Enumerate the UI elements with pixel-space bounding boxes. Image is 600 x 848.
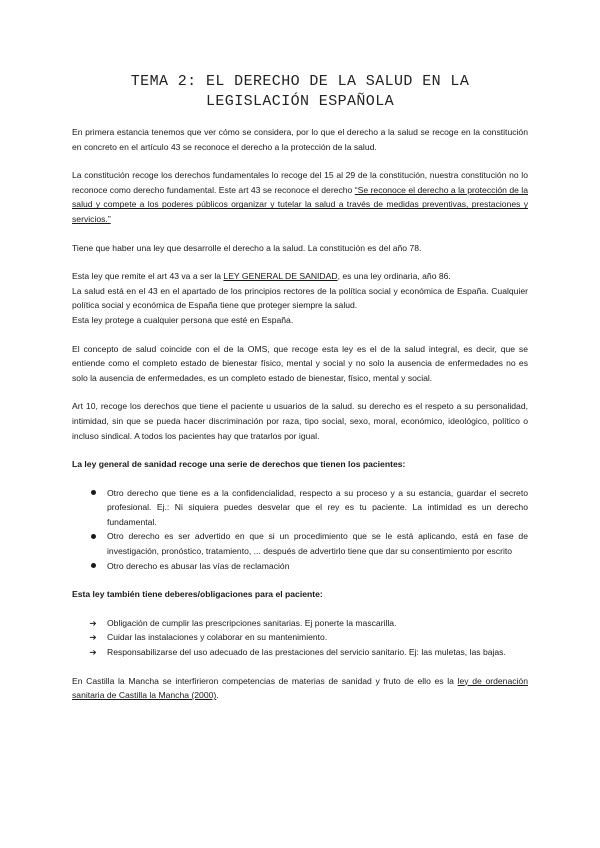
paragraph-constitution [72, 168, 528, 226]
document-title [0, 72, 600, 112]
arrow-icon: ➔ [89, 647, 97, 658]
list-item-text: Otro derecho es ser advertido en que si un procedimiento que se le está aplicando, está en fase de investigación, pronóstico, tratamiento, ... después de advertirlo tiene que dar su consentimiento por escrito [107, 531, 528, 557]
paragraph-constitution-text: La constitución recoge los derechos fundamentales lo recoge del 15 al 29 de la constitución, nuestra constitución no lo reconoce como derecho fundamental. Este art 43 se reconoce el derecho [72, 170, 528, 195]
paragraph-law-needed: Tiene que haber una ley que desarrolle el derecho a la salud. La constitución es del año 78. [72, 242, 422, 253]
title-line-1: TEMA 2: EL DERECHO DE LA SALUD EN LA [130, 73, 470, 90]
general-law-year: , es una ley ordinaria, año 86. [337, 271, 451, 282]
castilla-end: . [216, 690, 219, 701]
list-item-text: Otro derecho que tiene es a la confidencialidad, respecto a su proceso y a su estancia, guardar el secreto profesional. Ej.: Ni siquiera puedes desvelar que el rey es tu paciente. La intimidad es un derecho fundamental. [107, 487, 528, 527]
constitution-quote: “Se reconoce el derecho a la protección de la salud y compete a los poderes públicos organizar y tutelar la salud a través de medidas preventivas, prestaciones y servicios.” [72, 184, 528, 224]
list-item [72, 616, 528, 631]
paragraph-castilla-la-mancha [72, 674, 528, 703]
list-item-text: Obligación de cumplir las prescripciones sanitarias. Ej ponerte la mascarilla. [107, 617, 397, 628]
arrow-icon: ➔ [89, 632, 97, 643]
general-law-principles: La salud está en el 43 en el apartado de los principios rectores de la política social y económica de España. Cualquier política social y económica de España tiene que proteger siempre la salud. [72, 285, 528, 311]
title-line-2: LEGISLACIÓN ESPAÑOLA [205, 93, 395, 110]
rights-heading: La ley general de sanidad recoge una serie de derechos que tienen los pacientes: [72, 459, 406, 470]
rights-list [72, 486, 528, 574]
bullet-icon [91, 563, 96, 568]
list-item [72, 630, 528, 645]
paragraph-article-10: Art 10, recoge los derechos que tiene el paciente u usuarios de la salud. su derecho es el respeto a su personalidad, intimidad, sin que se pueda hacer discriminación por raza, tipo social, sexo, moral, económico, ideológico, político o incluso sindical. A todos los pacientes hay que tratarlos por igual. [72, 401, 528, 441]
document-body [72, 125, 528, 712]
list-item-text: Cuidar las instalaciones y colaborar en su mantenimiento. [107, 632, 328, 643]
bullet-icon [91, 534, 96, 539]
general-law-name: LEY GENERAL DE SANIDAD [223, 271, 338, 282]
general-law-intro: Esta ley que remite el art 43 va a ser la [72, 271, 224, 282]
list-item [72, 529, 528, 558]
list-item [72, 486, 528, 530]
paragraph-intro: En primera estancia tenemos que ver cómo se considera, por lo que el derecho a la salud se recoge en la constitución en concreto en el artículo 43 se reconoce el derecho a la protección de la salud. [72, 127, 528, 152]
castilla-text: En Castilla la Mancha se interfirieron competencias de materias de sanidad y fruto de ello es la [72, 675, 458, 686]
castilla-law-name: ley de ordenación sanitaria de Castilla la Mancha (2000) [72, 675, 528, 701]
list-item [72, 645, 528, 660]
list-item [72, 559, 528, 574]
duties-list [72, 616, 528, 660]
bullet-icon [91, 490, 96, 495]
duties-heading: Esta ley también tiene deberes/obligaciones para el paciente: [72, 589, 323, 600]
general-law-scope: Esta ley protege a cualquier persona que esté en España. [72, 314, 294, 325]
list-item-text: Otro derecho es abusar las vías de reclamación [107, 560, 290, 571]
list-item-text: Responsabilizarse del uso adecuado de las prestaciones del servicio sanitario. Ej: las muletas, las bajas. [107, 647, 506, 658]
paragraph-general-law [72, 269, 528, 327]
arrow-icon: ➔ [89, 617, 97, 628]
paragraph-health-concept: El concepto de salud coincide con el de la OMS, que recoge esta ley es el de la salud integral, es decir, que se entiende como el completo estado de bienestar físico, mental y social y no solo la ausencia de enfermedades no es solo la ausencia de enfermedades, es un completo estado de bienestar, físico, mental y social. [72, 343, 528, 383]
